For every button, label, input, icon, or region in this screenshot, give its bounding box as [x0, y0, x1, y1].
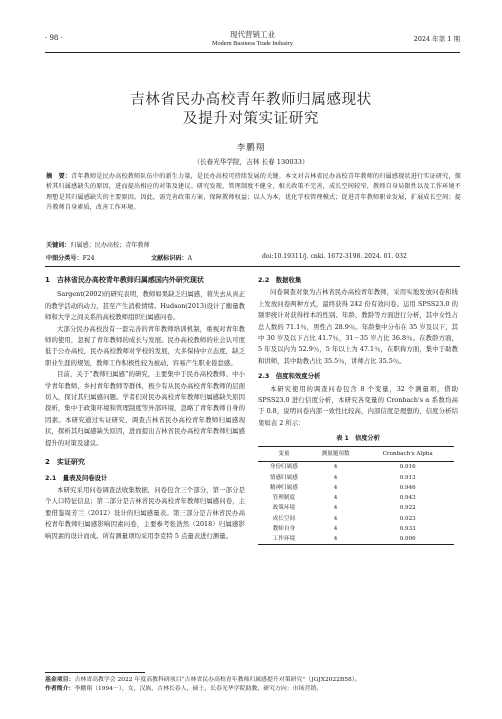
keywords-label: 关键词：: [46, 242, 71, 249]
fund-text: 吉林省高教学会 2022 年度高教科研项目“吉林省民办高校青年教师归属感提升对策研究”（JGJX2022B58）。: [74, 677, 361, 683]
left-column: [45, 275, 245, 542]
doi-label: doi:: [262, 253, 274, 260]
doi-field: [262, 253, 407, 260]
paragraph: 本研究使用的调查问卷包含 8 个变量，32 个测量项，借助 SPSS23.0 进行信度分析，本研究各变量的 Cronbach's α 系数均高于 0.8，说明问卷内部一致性比较高，内部信度是理想的，信度分析结果如表 2 所示：: [258, 384, 458, 427]
table-cell: 工作环境: [272, 535, 296, 542]
author-bio-text: 李鹏翔（1994－），女，汉族，吉林长春人，硕士，长春光华学院助教，研究方向：市场营销。: [74, 686, 323, 692]
keywords: [46, 240, 150, 249]
paragraph: 目前，关于“教师归属感”的研究，主要集中于民办高校教师、中小学青年教师、乡村青年教师等群体，极少有从民办高校青年教师的层面切入，探讨其归属感问题。学者们对民办高校青年教师归属感缺失原因探析，集中于政策环境和管理制度等外部环境，忽略了青年教师自身的因素。本研究通过实证研究，调查吉林省民办高校青年教师归属感现状，探析其归属感缺失原因，进而提出吉林省民办高校青年教师归属感提升的对策及建议。: [45, 370, 245, 447]
table-cell: 4: [333, 495, 338, 502]
table-header-row: [258, 447, 454, 462]
table-cell: 0.906: [399, 535, 416, 542]
page-number: · 98 ·: [45, 34, 63, 42]
table-row: [258, 503, 454, 513]
section-2-3-heading: 2.3 信度和效度分析: [258, 372, 321, 381]
table-cell: 0.922: [399, 505, 416, 512]
abstract-text: 青年教师是民办高校教师队伍中的新生力量，是民办高校可持续发展的关键。本文对吉林省民办高校青年教师的归属感现状进行实证研究，探析其归属感缺失的原因，进而提出相应的对策及建议。研究发现，管理制度不健全，相关政策不完善，成长空间较窄，教师自身局限性以及工作环境不理想是其归属感缺失的主要原因。因此，需完善政策方案，保障教师权益；以人为本，优化学校管理模式；促进青年教师职业发展，扩展成长空间；提升教师自身素质，改善工作环境。: [46, 173, 461, 212]
table-cell: 4: [333, 525, 338, 532]
fund-footnote: [45, 676, 460, 685]
reliability-table: [258, 446, 454, 545]
table-header-cell: Cronbach's Alpha: [382, 451, 433, 458]
section-1-heading: 1 吉林省民办高校青年教师归属感国内外研究现状: [45, 276, 204, 284]
doi-value: 10.19311/j. cnki. 1672-3198. 2024. 01. 032: [273, 253, 407, 260]
abstract: [46, 172, 461, 214]
clc-field: [46, 253, 95, 262]
table-cell: 精神归属感: [269, 484, 298, 491]
doc-code-label: 文献标识码：: [151, 255, 188, 262]
section-2-1-heading: 2.1 量表及问卷设计: [45, 473, 108, 482]
journal-name-en: Modern Business Trade Industry: [212, 40, 293, 47]
table-row: [258, 493, 454, 503]
table-cell: 4: [333, 474, 338, 481]
author-bio-label: 作者简介：: [45, 686, 75, 692]
footnote-rule: [45, 672, 145, 673]
paragraph: Sargent(2002)的研究表明，教师如果缺乏归属感，将失去从真正的教学活动的动力，甚至产生消极情绪。Hudson(2013)设计了衡量教师和大学之间关系的高校教师组织归属感问卷。: [45, 290, 245, 322]
abstract-label: 摘 要：: [46, 173, 72, 180]
table-cell: 管理制度: [272, 495, 296, 502]
article-title-line1: 吉林省民办高校青年教师归属感现状: [130, 92, 372, 108]
section-2-heading: 2 实证研究: [45, 458, 85, 467]
table-row: [258, 524, 454, 534]
table-cell: 政策环境: [272, 505, 296, 512]
table-row: [258, 473, 454, 483]
journal-name: [45, 30, 460, 48]
table-cell: 身份归属感: [269, 464, 298, 471]
table-row: [258, 534, 454, 545]
table-row: [258, 483, 454, 493]
table-cell: 4: [333, 484, 338, 491]
author-name: 李鹏翔: [236, 143, 266, 153]
clc-value: F24: [82, 255, 95, 262]
doc-code-value: A: [187, 255, 192, 262]
paragraph: 本研究采用问卷调查法收集数据，问卷包含三个部分，第一部分是个人口特征信息；第二部分是吉林省民办高校青年教师归属感问卷，主要借鉴周芳兰（2012）设计的归属感量表。第三部分是吉林省民办高校青年教师归属感影响因素问卷，主要参考张浩然（2018）归属感影响因素的设计而成。所有测量项均采用李克特 5 点量表进行测量。: [45, 485, 245, 540]
author-affiliation: （长春光华学院，吉林 长春 130033）: [193, 158, 309, 166]
article-title-line2: 及提升对策实证研究: [183, 111, 319, 127]
table-cell: 0.923: [399, 515, 416, 522]
table-cell: 情感归属感: [269, 474, 298, 481]
table-cell: 4: [333, 464, 338, 471]
running-header: [45, 30, 460, 53]
table-cell: 0.933: [399, 525, 416, 532]
table-cell: 成长空间: [272, 515, 296, 522]
paragraph: 大部分民办高校没有一套完善的青年教师培训机制，重视对青年教师的使用，忽视了青年教师的成长与发展。民办高校教师的社会认可度低于公办高校，民办高校教师对学校的发展，大多保持中立态度，缺乏职业生涯的规划，教师工作积极性较为被动，容易产生职业倦怠感。: [45, 324, 245, 367]
doc-code-field: [151, 253, 192, 262]
right-column: [258, 275, 458, 545]
table-cell: 0.916: [399, 464, 416, 471]
clc-label: 中图分类号：: [46, 255, 83, 262]
table-row: [258, 462, 454, 473]
table-cell: 0.913: [399, 474, 416, 481]
table-row: [258, 514, 454, 524]
table-header-cell: 测量题项数: [321, 451, 350, 458]
table-cell: 0.943: [399, 495, 416, 502]
section-2-2-heading: 2.2 数据收集: [258, 276, 302, 284]
paragraph: 问卷调查对象为吉林省民办高校青年教师，采用实地发放问卷和线上发放问卷两种方式，最终获得 242 份有效问卷。运用 SPSS23.0 的频率统计对获得样本的性别、年龄、教龄等方面进行分析，其中女性占总人数的 71.1％，男性占 28.9％。年龄集中分布在 35 岁及以下，其中 30 岁及以下占比 41.7％，31－35 岁占比 36.8％。在教龄方面，5 年及以内为 52.9％，5 年以上为 47.1％，在职称方面，集中于助教和讲师，其中助教占比 35.5％，讲师占比 35.5％。: [258, 288, 458, 365]
table-caption: 表 1 信度分析: [336, 435, 380, 443]
fund-label: 基金项目：: [45, 677, 75, 683]
journal-name-zh: 现代营销工业: [230, 30, 275, 39]
table-cell: 0.946: [399, 484, 416, 491]
table-cell: 教师自身: [272, 525, 296, 532]
issue-label: 2024 年第 1 期: [413, 35, 460, 43]
keywords-text: 归属感；民办高校；青年教师: [70, 242, 150, 249]
table-cell: 4: [333, 505, 338, 512]
table-cell: 4: [333, 515, 338, 522]
author-footnote: [45, 685, 460, 694]
table-cell: 4: [333, 535, 338, 542]
table-header-cell: 变量: [278, 451, 290, 458]
header-separator: [45, 266, 460, 267]
